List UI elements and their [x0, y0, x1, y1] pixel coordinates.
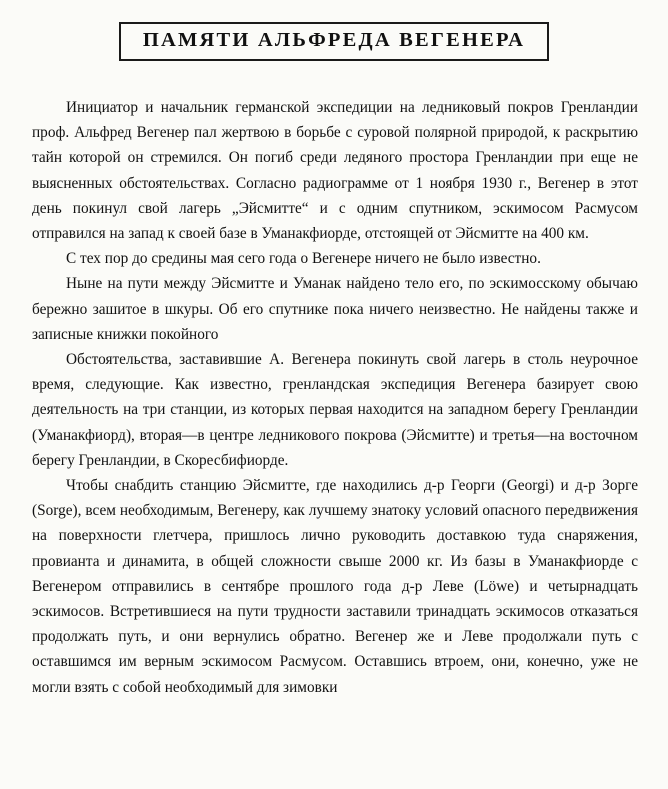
paragraph: Обстоятельства, заставившие А. Вегенера покинуть свой лагерь в столь неурочное время, следующие. Как известно, гренландская экспедиция Вегенера базирует свою деятельность на три станции, из которых первая находится на западном берегу Гренландии (Уманакфиорд), вторая—в центре ледникового покрова (Эйсмитте) и третья—на восточном берегу Гренландии, в Скоресбифиорде.: [32, 351, 638, 469]
article-body: [26, 95, 642, 700]
title-frame: [119, 22, 549, 61]
page-title: ПАМЯТИ АЛЬФРЕДА ВЕГЕНЕРА: [142, 29, 526, 51]
paragraph: С тех пор до средины мая сего года о Вегенере ничего не было известно.: [66, 250, 541, 268]
paragraph: Инициатор и начальник германской экспедиции на ледниковый покров Гренландии проф. Альфред Вегенер пал жертвою в борьбе с суровой полярной природой, к раскрытию тайн которой он стремился. Он погиб среди ледяного простора Гренландии при еще не выясненных обстоятельствах. Согласно радиограмме от 1 ноября 1930 г., Вегенер в этот день покинул свой лагерь „Эйсмитте“ и с одним спутником, эскимосом Расмусом отправился на запад к своей базе в Уманакфиорде, отстоящей от Эйсмитте на 400 км.: [32, 99, 638, 243]
paragraph: Ныне на пути между Эйсмитте и Уманак найдено тело его, по эскимосскому обычаю бережно зашитое в шкуры. Об его спутнике пока ничего неизвестно. Не найдены также и записные книжки покойного: [32, 275, 638, 343]
paragraph: Чтобы снабдить станцию Эйсмитте, где находились д-р Георги (Georgi) и д-р Зорге (Sorge), всем необходимым, Вегенеру, как лучшему знатоку условий опасного передвижения на поверхности глетчера, пришлось лично руководить доставкою туда снаряжения, провианта и динамита, в общей сложности свыше 2000 кг. Из базы в Уманакфиорде с Вегенером отправились в сентябре прошлого года д-р Леве (Löwe) и четырнадцать эскимосов. Встретившиеся на пути трудности заставили тринадцать эскимосов отказаться продолжать путь, и они вернулись обратно. Вегенер же и Леве продолжали путь с оставшимся им верным эскимосом Расмусом. Оставшись втроем, они, конечно, уже не могли взять с собой необходимый для зимовки: [32, 477, 638, 696]
title-container: [26, 22, 642, 61]
